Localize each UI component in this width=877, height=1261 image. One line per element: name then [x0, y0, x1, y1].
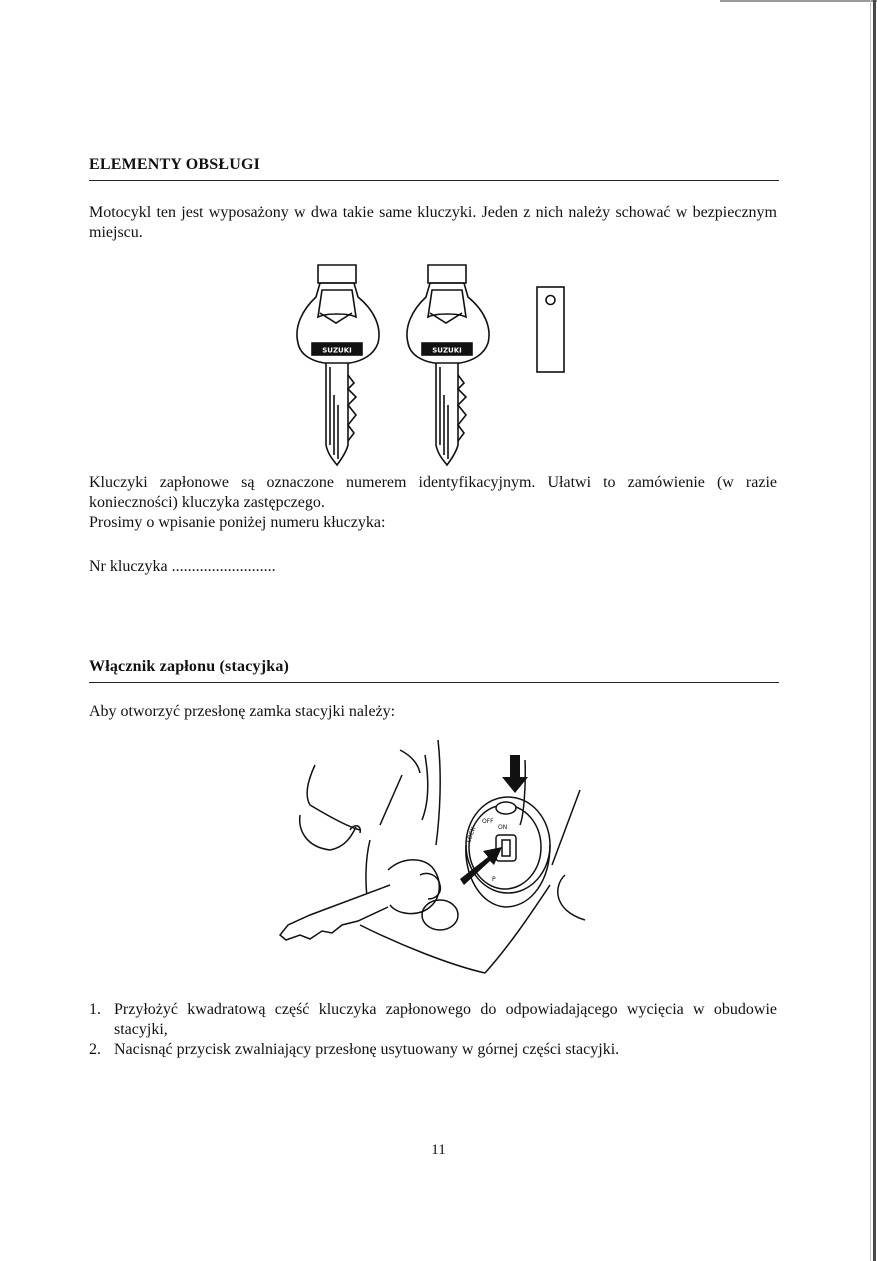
svg-text:P: P — [492, 876, 496, 883]
step-item-1 — [89, 1000, 777, 1040]
scan-edge-top — [720, 0, 877, 2]
scan-edge-right — [873, 0, 876, 1261]
scan-edge-right-thin — [870, 0, 871, 1261]
svg-text:LOCK: LOCK — [465, 826, 478, 844]
heading-rule-2 — [89, 682, 779, 683]
step-number-2: 2. — [89, 1041, 101, 1058]
heading-rule-1 — [89, 180, 779, 181]
keys-illustration — [290, 255, 590, 470]
section-heading-controls: ELEMENTY OBSŁUGI — [89, 156, 261, 173]
ignition-switch-illustration — [270, 735, 600, 980]
svg-text:ON: ON — [498, 824, 508, 831]
key-number-field[interactable]: Nr kluczyka .......................... — [89, 558, 276, 575]
key-1 — [297, 265, 379, 465]
intro-paragraph: Motocykl ten jest wyposażony w dwa takie same kluczyki. Jeden z nich należy schować w bezpiecznym miejscu. — [89, 204, 777, 241]
section-heading-ignition: Włącznik zapłonu (stacyjka) — [89, 658, 290, 675]
key-2 — [407, 265, 489, 465]
step-text-1: Przyłożyć kwadratową część kluczyka zapłonowego do odpowiadającego wycięcia w obudowie stacyjki, — [114, 1001, 777, 1038]
request-line: Prosimy o wpisanie poniżej numeru kłuczyka: — [89, 514, 386, 531]
step-text-2: Nacisnąć przycisk zwalniający przesłonę usytuowany w górnej części stacyjki. — [114, 1041, 620, 1058]
arrow-down-icon — [502, 755, 528, 793]
ignition-intro: Aby otworzyć przesłonę zamka stacyjki należy: — [89, 703, 396, 720]
step-number-1: 1. — [89, 1001, 101, 1018]
steps-list — [89, 1000, 777, 1060]
key-tag — [537, 287, 564, 372]
svg-text:SUZUKI: SUZUKI — [432, 346, 462, 355]
page-number: 11 — [431, 1142, 446, 1158]
svg-text:SUZUKI: SUZUKI — [322, 346, 352, 355]
key-id-paragraph: Kluczyki zapłonowe są oznaczone numerem identyfikacyjnym. Ułatwi to zamówienie (w razie konieczności) kluczyka zastępczego. — [89, 474, 777, 511]
svg-text:OFF: OFF — [482, 818, 494, 825]
step-item-2 — [89, 1040, 777, 1060]
